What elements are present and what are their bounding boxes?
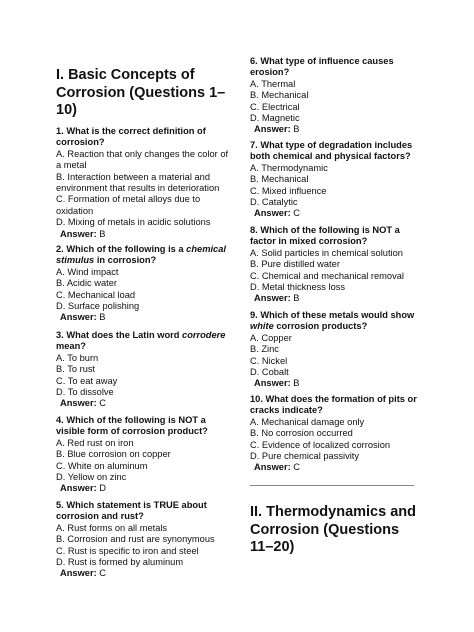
- option: C. Rust is specific to iron and steel: [56, 545, 199, 556]
- answer: Answer: B: [254, 124, 300, 135]
- question-title: 5. Which statement is TRUE about corrosion and rust?: [56, 500, 207, 522]
- option: B. Corrosion and rust are synonymous: [56, 534, 215, 545]
- question-title: 2. Which of the following is a chemical stimulus in corrosion?: [56, 244, 226, 266]
- question-1: [56, 126, 232, 240]
- option: A. To burn: [56, 352, 99, 363]
- option: C. Formation of metal alloys due to oxidation: [56, 194, 201, 216]
- question-5: [56, 500, 232, 580]
- answer: Answer: C: [254, 208, 300, 219]
- option: B. Blue corrosion on copper: [56, 449, 171, 460]
- option: D. Surface polishing: [56, 301, 140, 312]
- question-title: 4. Which of the following is NOT a visible form of corrosion product?: [56, 415, 208, 437]
- option: B. Mechanical: [250, 174, 309, 185]
- option: B. No corrosion occurred: [250, 428, 353, 439]
- answer: Answer: B: [254, 293, 300, 304]
- question-4: [56, 415, 232, 495]
- option: A. Mechanical damage only: [250, 416, 365, 427]
- question-10: [250, 394, 422, 474]
- question-title: 7. What type of degradation includes both chemical and physical factors?: [250, 140, 413, 162]
- option: A. Reaction that only changes the color of a metal: [56, 148, 229, 171]
- option: C. Electrical: [250, 101, 300, 112]
- option: B. To rust: [56, 364, 96, 375]
- answer: Answer: B: [60, 312, 106, 323]
- question-6: [250, 56, 422, 136]
- option: A. Copper: [250, 332, 292, 343]
- option: C. Evidence of localized corrosion: [250, 439, 391, 450]
- question-title: 1. What is the correct definition of corrosion?: [56, 126, 206, 148]
- option: C. Mechanical load: [56, 289, 136, 300]
- option: C. Nickel: [250, 355, 288, 366]
- question-title: 9. Which of these metals would show white corrosion products?: [250, 310, 415, 332]
- answer: Answer: C: [254, 462, 300, 473]
- option: D. Metal thickness loss: [250, 282, 346, 293]
- answer: Answer: C: [60, 568, 106, 579]
- option: C. Mixed influence: [250, 185, 327, 196]
- answer: Answer: B: [254, 378, 300, 389]
- question-7: [250, 140, 422, 220]
- question-title: 10. What does the formation of pits or cracks indicate?: [250, 394, 417, 416]
- option: D. Mixing of metals in acidic solutions: [56, 217, 211, 228]
- option: B. Pure distilled water: [250, 259, 340, 270]
- answer: Answer: B: [60, 228, 106, 239]
- option: D. Cobalt: [250, 367, 289, 378]
- option: A. Thermal: [250, 78, 296, 89]
- option: B. Zinc: [250, 344, 279, 355]
- question-title: 8. Which of the following is NOT a factor in mixed corrosion?: [250, 225, 400, 247]
- section-title-2: II. Thermodynamics and Corrosion (Questions 11–20): [250, 504, 416, 555]
- option: D. To dissolve: [56, 387, 114, 398]
- answer: Answer: C: [60, 398, 106, 409]
- question-3: [56, 330, 232, 410]
- option: D. Rust is formed by aluminum: [56, 557, 184, 568]
- section-title-1: I. Basic Concepts of Corrosion (Questions 1–10): [56, 67, 226, 118]
- option: D. Magnetic: [250, 113, 300, 124]
- option: D. Yellow on zinc: [56, 472, 127, 483]
- option: C. To eat away: [56, 375, 118, 386]
- question-title: 6. What type of influence causes erosion?: [250, 56, 394, 78]
- option: D. Catalytic: [250, 197, 298, 208]
- option: A. Red rust on iron: [56, 437, 134, 448]
- option: B. Interaction between a material and environment that results in deterioration: [56, 171, 220, 194]
- question-9: [250, 310, 422, 390]
- option: D. Pure chemical passivity: [250, 451, 360, 462]
- option: A. Thermodynamic: [250, 162, 328, 173]
- option: A. Solid particles in chemical solution: [250, 247, 403, 258]
- answer: Answer: D: [60, 483, 106, 494]
- question-title: 3. What does the Latin word corrodere mean?: [56, 330, 226, 352]
- option: B. Mechanical: [250, 90, 309, 101]
- section-divider: [250, 485, 414, 486]
- option: A. Rust forms on all metals: [56, 522, 168, 533]
- option: C. Chemical and mechanical removal: [250, 270, 404, 281]
- question-8: [250, 225, 422, 305]
- option: A. Wind impact: [56, 266, 119, 277]
- option: B. Acidic water: [56, 278, 117, 289]
- option: C. White on aluminum: [56, 460, 148, 471]
- question-2: [56, 244, 232, 324]
